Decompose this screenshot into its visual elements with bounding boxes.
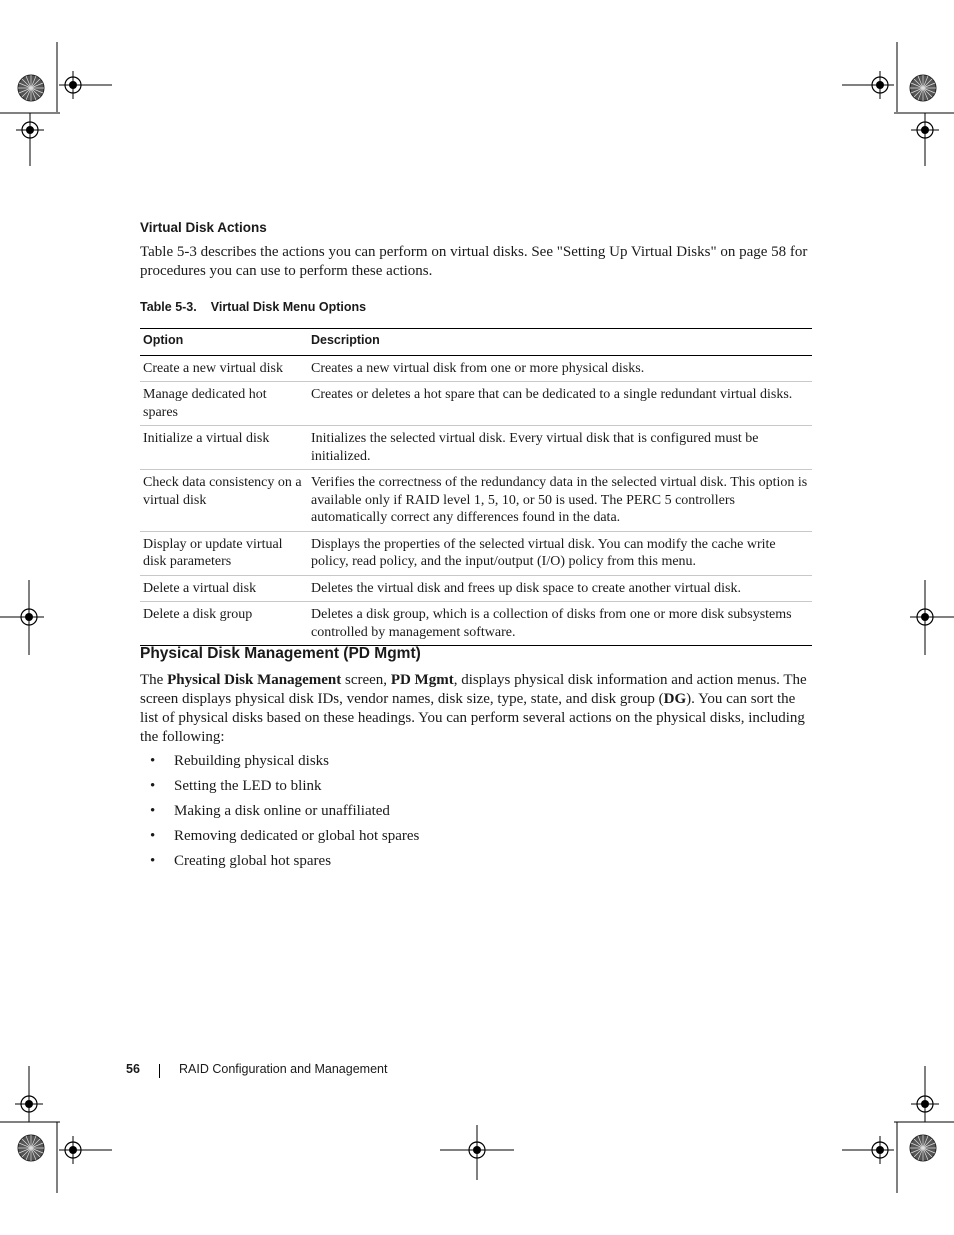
bullet-icon: • [150, 803, 156, 819]
list-item-text: Creating global hot spares [174, 853, 332, 869]
column-header-option: Option [140, 329, 308, 356]
description-cell: Creates a new virtual disk from one or more physical disks. [308, 355, 812, 382]
pd-bold-screen-name: Physical Disk Management [167, 672, 342, 688]
option-cell: Display or update virtual disk parameters [140, 531, 308, 575]
table-row [140, 470, 812, 532]
intro-paragraph: Table 5-3 describes the actions you can perform on virtual disks. See "Setting Up Virtual Disks" on page 58 for procedures you can use to perform these actions. [140, 244, 808, 279]
table-header-row [140, 329, 812, 356]
table-row [140, 575, 812, 602]
chapter-title: RAID Configuration and Management [179, 1062, 388, 1076]
table-row [140, 382, 812, 426]
option-cell: Create a new virtual disk [140, 355, 308, 382]
description-cell: Creates or deletes a hot spare that can be dedicated to a single redundant virtual disks. [308, 382, 812, 426]
description-cell: Initializes the selected virtual disk. Every virtual disk that is configured must be initialized. [308, 426, 812, 470]
table-row [140, 355, 812, 382]
virtual-disk-options-table [140, 328, 812, 646]
list-item-text: Setting the LED to blink [174, 778, 322, 794]
pd-text-4: ). You can sort the list of physical disks based on these headings. You can perform several actions on the physical disks, including the following: [140, 691, 805, 745]
pd-actions-list [140, 752, 419, 877]
section-heading: Virtual Disk Actions [140, 220, 267, 235]
table-row [140, 531, 812, 575]
bullet-icon: • [150, 828, 156, 844]
description-cell: Verifies the correctness of the redundancy data in the selected virtual disk. This option is available only if RAID level 1, 5, 10, or 50 is used. The PERC 5 controllers automatically correct any differences found in the data. [308, 470, 812, 532]
list-item [140, 802, 419, 827]
option-cell: Manage dedicated hot spares [140, 382, 308, 426]
bullet-icon: • [150, 853, 156, 869]
subsection-heading: Physical Disk Management (PD Mgmt) [140, 645, 421, 662]
option-cell: Initialize a virtual disk [140, 426, 308, 470]
pd-bold-menu-name: PD Mgmt [390, 672, 454, 688]
list-item-text: Making a disk online or unaffiliated [174, 803, 390, 819]
list-item-text: Removing dedicated or global hot spares [174, 828, 420, 844]
list-item [140, 752, 419, 777]
description-cell: Displays the properties of the selected virtual disk. You can modify the cache write policy, read policy, and the input/output (I/O) policy from this menu. [308, 531, 812, 575]
description-cell: Deletes a disk group, which is a collection of disks from one or more disk subsystems controlled by management software. [308, 602, 812, 646]
list-item-text: Rebuilding physical disks [174, 753, 329, 769]
option-cell: Delete a virtual disk [140, 575, 308, 602]
table-row [140, 602, 812, 646]
page-number: 56 [126, 1062, 140, 1076]
option-cell: Delete a disk group [140, 602, 308, 646]
column-header-description: Description [308, 329, 812, 356]
list-item [140, 827, 419, 852]
table-caption-number: Table 5-3. [140, 300, 197, 314]
table-caption-title: Virtual Disk Menu Options [210, 300, 367, 314]
pd-text-3: , displays physical disk information and action menus. The screen displays physical disk IDs, vendor names, disk size, type, state, and disk group ( [140, 672, 807, 707]
table-row [140, 426, 812, 470]
pd-text-2: screen, [341, 672, 391, 688]
description-cell: Deletes the virtual disk and frees up disk space to create another virtual disk. [308, 575, 812, 602]
pd-bold-dg: DG [663, 691, 687, 707]
list-item [140, 777, 419, 802]
pd-text-1: The [140, 672, 168, 688]
bullet-icon: • [150, 753, 156, 769]
footer-divider [159, 1064, 160, 1078]
pd-paragraph [140, 671, 814, 747]
bullet-icon: • [150, 778, 156, 794]
option-cell: Check data consistency on a virtual disk [140, 470, 308, 532]
list-item [140, 852, 419, 877]
table-caption [140, 300, 366, 314]
